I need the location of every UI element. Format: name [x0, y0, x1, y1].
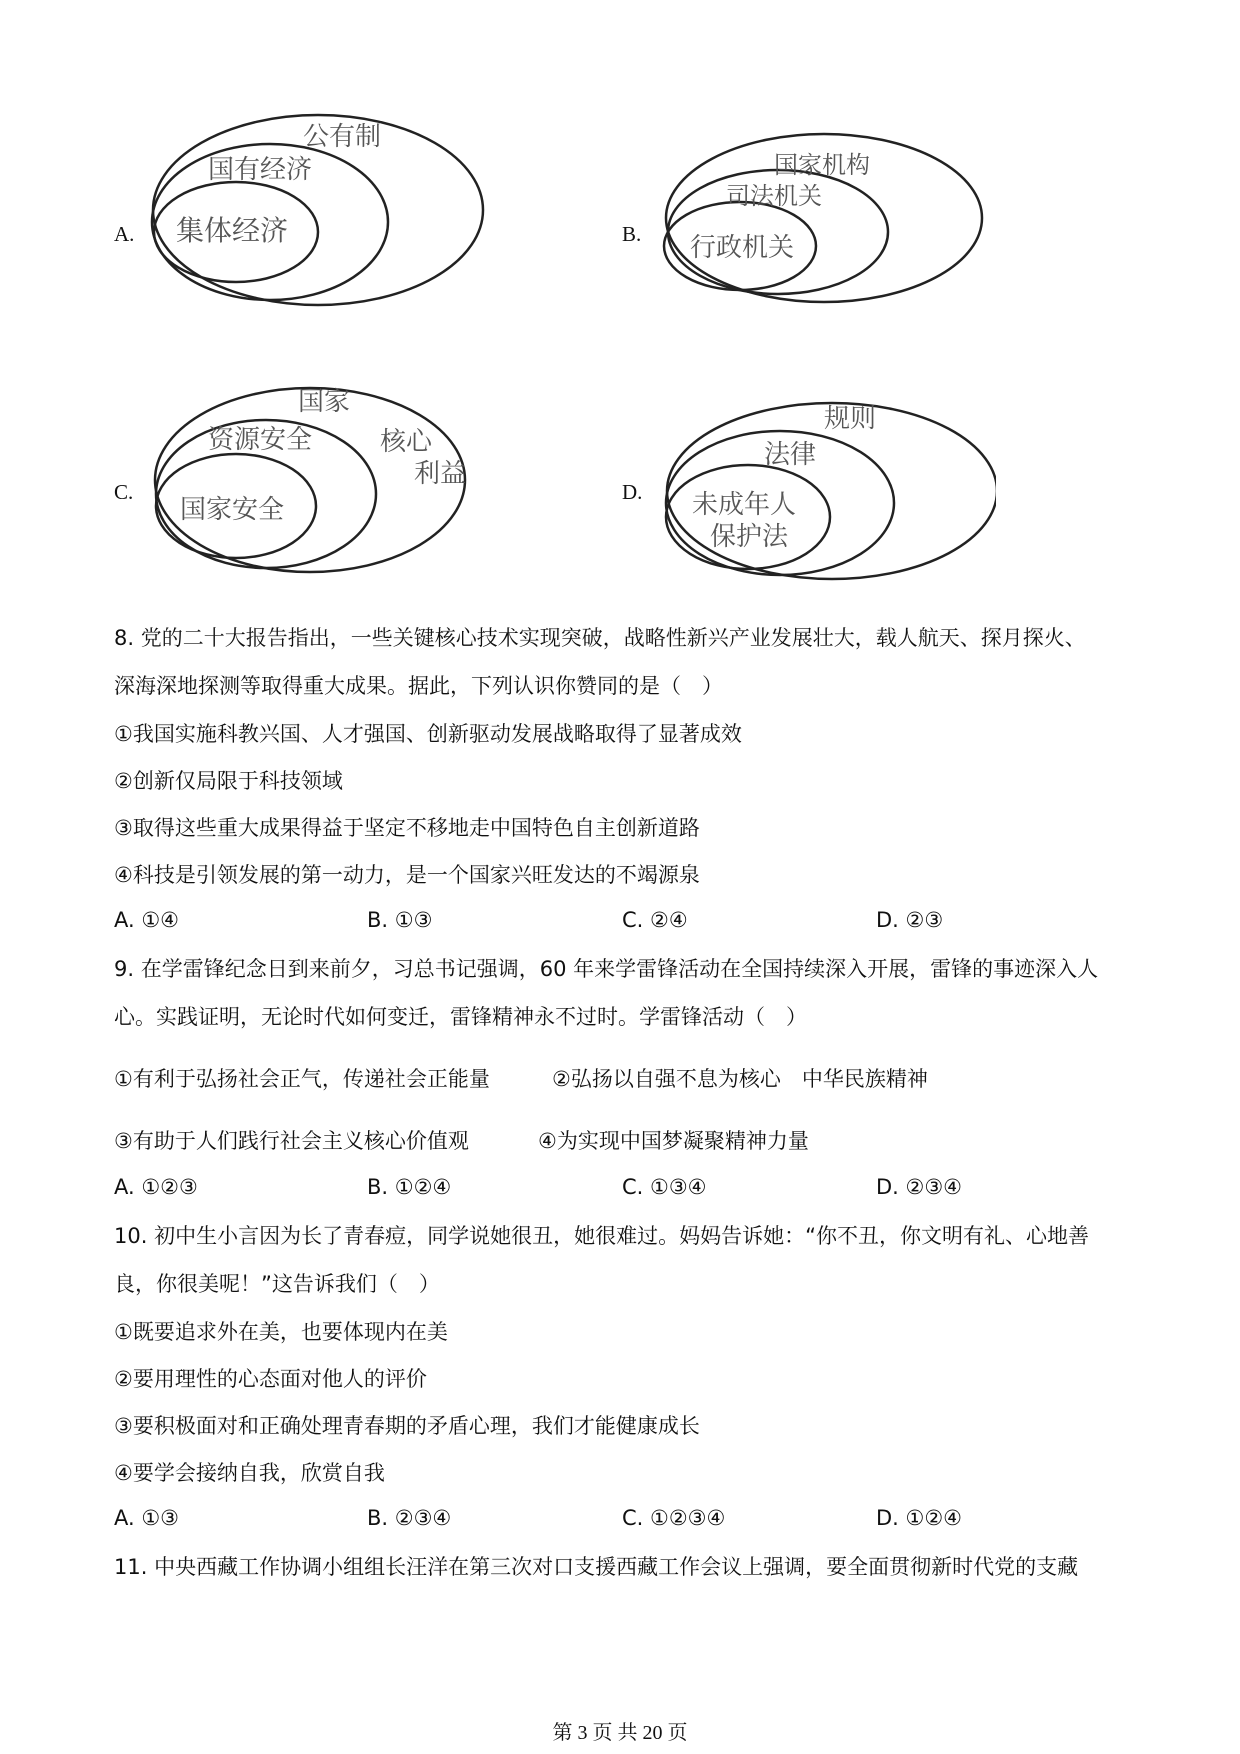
q9-choice-c[interactable]: C. ①③④ — [622, 1175, 707, 1199]
option-c-letter: C. — [114, 480, 134, 504]
q9-statement-4: ④为实现中国梦凝聚精神力量 — [538, 1129, 809, 1153]
label-inner: 国家安全 — [180, 495, 285, 525]
q10-statement-3: ③要积极面对和正确处理青春期的矛盾心理，我们才能健康成长 — [114, 1414, 700, 1438]
label-inner: 行政机关 — [690, 233, 795, 263]
q8-stem-line2: 深海深地探测等取得重大成果。据此，下列认识你赞同的是（ ） — [114, 674, 723, 698]
q10-choice-c[interactable]: C. ①②③④ — [622, 1506, 726, 1530]
venn-diagram-b — [656, 128, 996, 328]
q8-statement-4: ④科技是引领发展的第一动力，是一个国家兴旺发达的不竭源泉 — [114, 863, 700, 887]
q9-choice-b[interactable]: B. ①②④ — [367, 1175, 452, 1199]
q8-statement-1: ①我国实施科教兴国、人才强国、创新驱动发展战略取得了显著成效 — [114, 722, 742, 746]
q8-choice-c[interactable]: C. ②④ — [622, 908, 688, 932]
q8-choices — [114, 908, 1114, 936]
venn-diagram-a — [148, 110, 488, 310]
label-middle: 司法机关 — [726, 182, 822, 210]
q9-stem-line2: 心。实践证明，无论时代如何变迁，雷锋精神永不过时。学雷锋活动（ ） — [114, 1005, 807, 1029]
label-outer: 国家机构 — [774, 151, 870, 179]
q10-choice-d[interactable]: D. ①②④ — [876, 1506, 962, 1530]
q8-statement-2: ②创新仅局限于科技领域 — [114, 769, 343, 793]
q9-choice-d[interactable]: D. ②③④ — [876, 1175, 962, 1199]
q10-choices — [114, 1506, 1114, 1534]
label-outer-line1: 国家 — [298, 387, 351, 417]
q8-choice-a[interactable]: A. ①④ — [114, 908, 179, 932]
page-number: 第 3 页 共 20 页 — [552, 1722, 688, 1744]
q10-stem-line1: 10. 初中生小言因为长了青春痘，同学说她很丑，她很难过。妈妈告诉她：“你不丑，你文明有礼、心地善 — [114, 1224, 1089, 1248]
q10-choice-a[interactable]: A. ①③ — [114, 1506, 179, 1530]
label-middle: 资源安全 — [208, 425, 313, 455]
q8-statement-3: ③取得这些重大成果得益于坚定不移地走中国特色自主创新道路 — [114, 816, 700, 840]
option-b-letter: B. — [622, 222, 642, 246]
q9-choice-a[interactable]: A. ①②③ — [114, 1175, 198, 1199]
label-inner-line2: 保护法 — [710, 522, 789, 552]
label-inner: 集体经济 — [176, 214, 289, 247]
q9-choices — [114, 1175, 1114, 1203]
option-a-letter: A. — [114, 222, 135, 246]
q9-statement-2: ②弘扬以自强不息为核心 中华民族精神 — [552, 1067, 928, 1091]
q8-stem-line1: 8. 党的二十大报告指出，一些关键核心技术实现突破，战略性新兴产业发展壮大，载人航天、探月探火、 — [114, 626, 1086, 650]
label-outer: 公有制 — [303, 122, 382, 152]
label-middle: 法律 — [764, 440, 817, 470]
q11-stem-line1: 11. 中央西藏工作协调小组组长汪洋在第三次对口支援西藏工作会议上强调，要全面贯彻新时代党的支藏 — [114, 1555, 1079, 1579]
label-outer-line3: 利益 — [414, 459, 467, 489]
q9-statement-1: ①有利于弘扬社会正气，传递社会正能量 — [114, 1067, 490, 1091]
q10-statement-1: ①既要追求外在美，也要体现内在美 — [114, 1320, 448, 1344]
q8-choice-d[interactable]: D. ②③ — [876, 908, 944, 932]
label-outer: 规则 — [824, 404, 877, 434]
label-outer-line2: 核心 — [380, 427, 433, 457]
q10-stem-line2: 良，你很美呢！”这告诉我们（ ） — [114, 1272, 440, 1296]
venn-diagram-c — [148, 380, 488, 580]
q9-statement-3: ③有助于人们践行社会主义核心价值观 — [114, 1129, 469, 1153]
q10-statement-2: ②要用理性的心态面对他人的评价 — [114, 1367, 427, 1391]
q10-statement-4: ④要学会接纳自我，欣赏自我 — [114, 1461, 385, 1485]
venn-diagram-d — [656, 395, 996, 595]
option-d-letter: D. — [622, 480, 643, 504]
q9-stem-line1: 9. 在学雷锋纪念日到来前夕，习总书记强调，60 年来学雷锋活动在全国持续深入开展，雷锋的事迹深入人 — [114, 957, 1099, 981]
q8-choice-b[interactable]: B. ①③ — [367, 908, 433, 932]
label-middle: 国有经济 — [208, 155, 313, 185]
q10-choice-b[interactable]: B. ②③④ — [367, 1506, 452, 1530]
label-inner-line1: 未成年人 — [692, 490, 797, 520]
